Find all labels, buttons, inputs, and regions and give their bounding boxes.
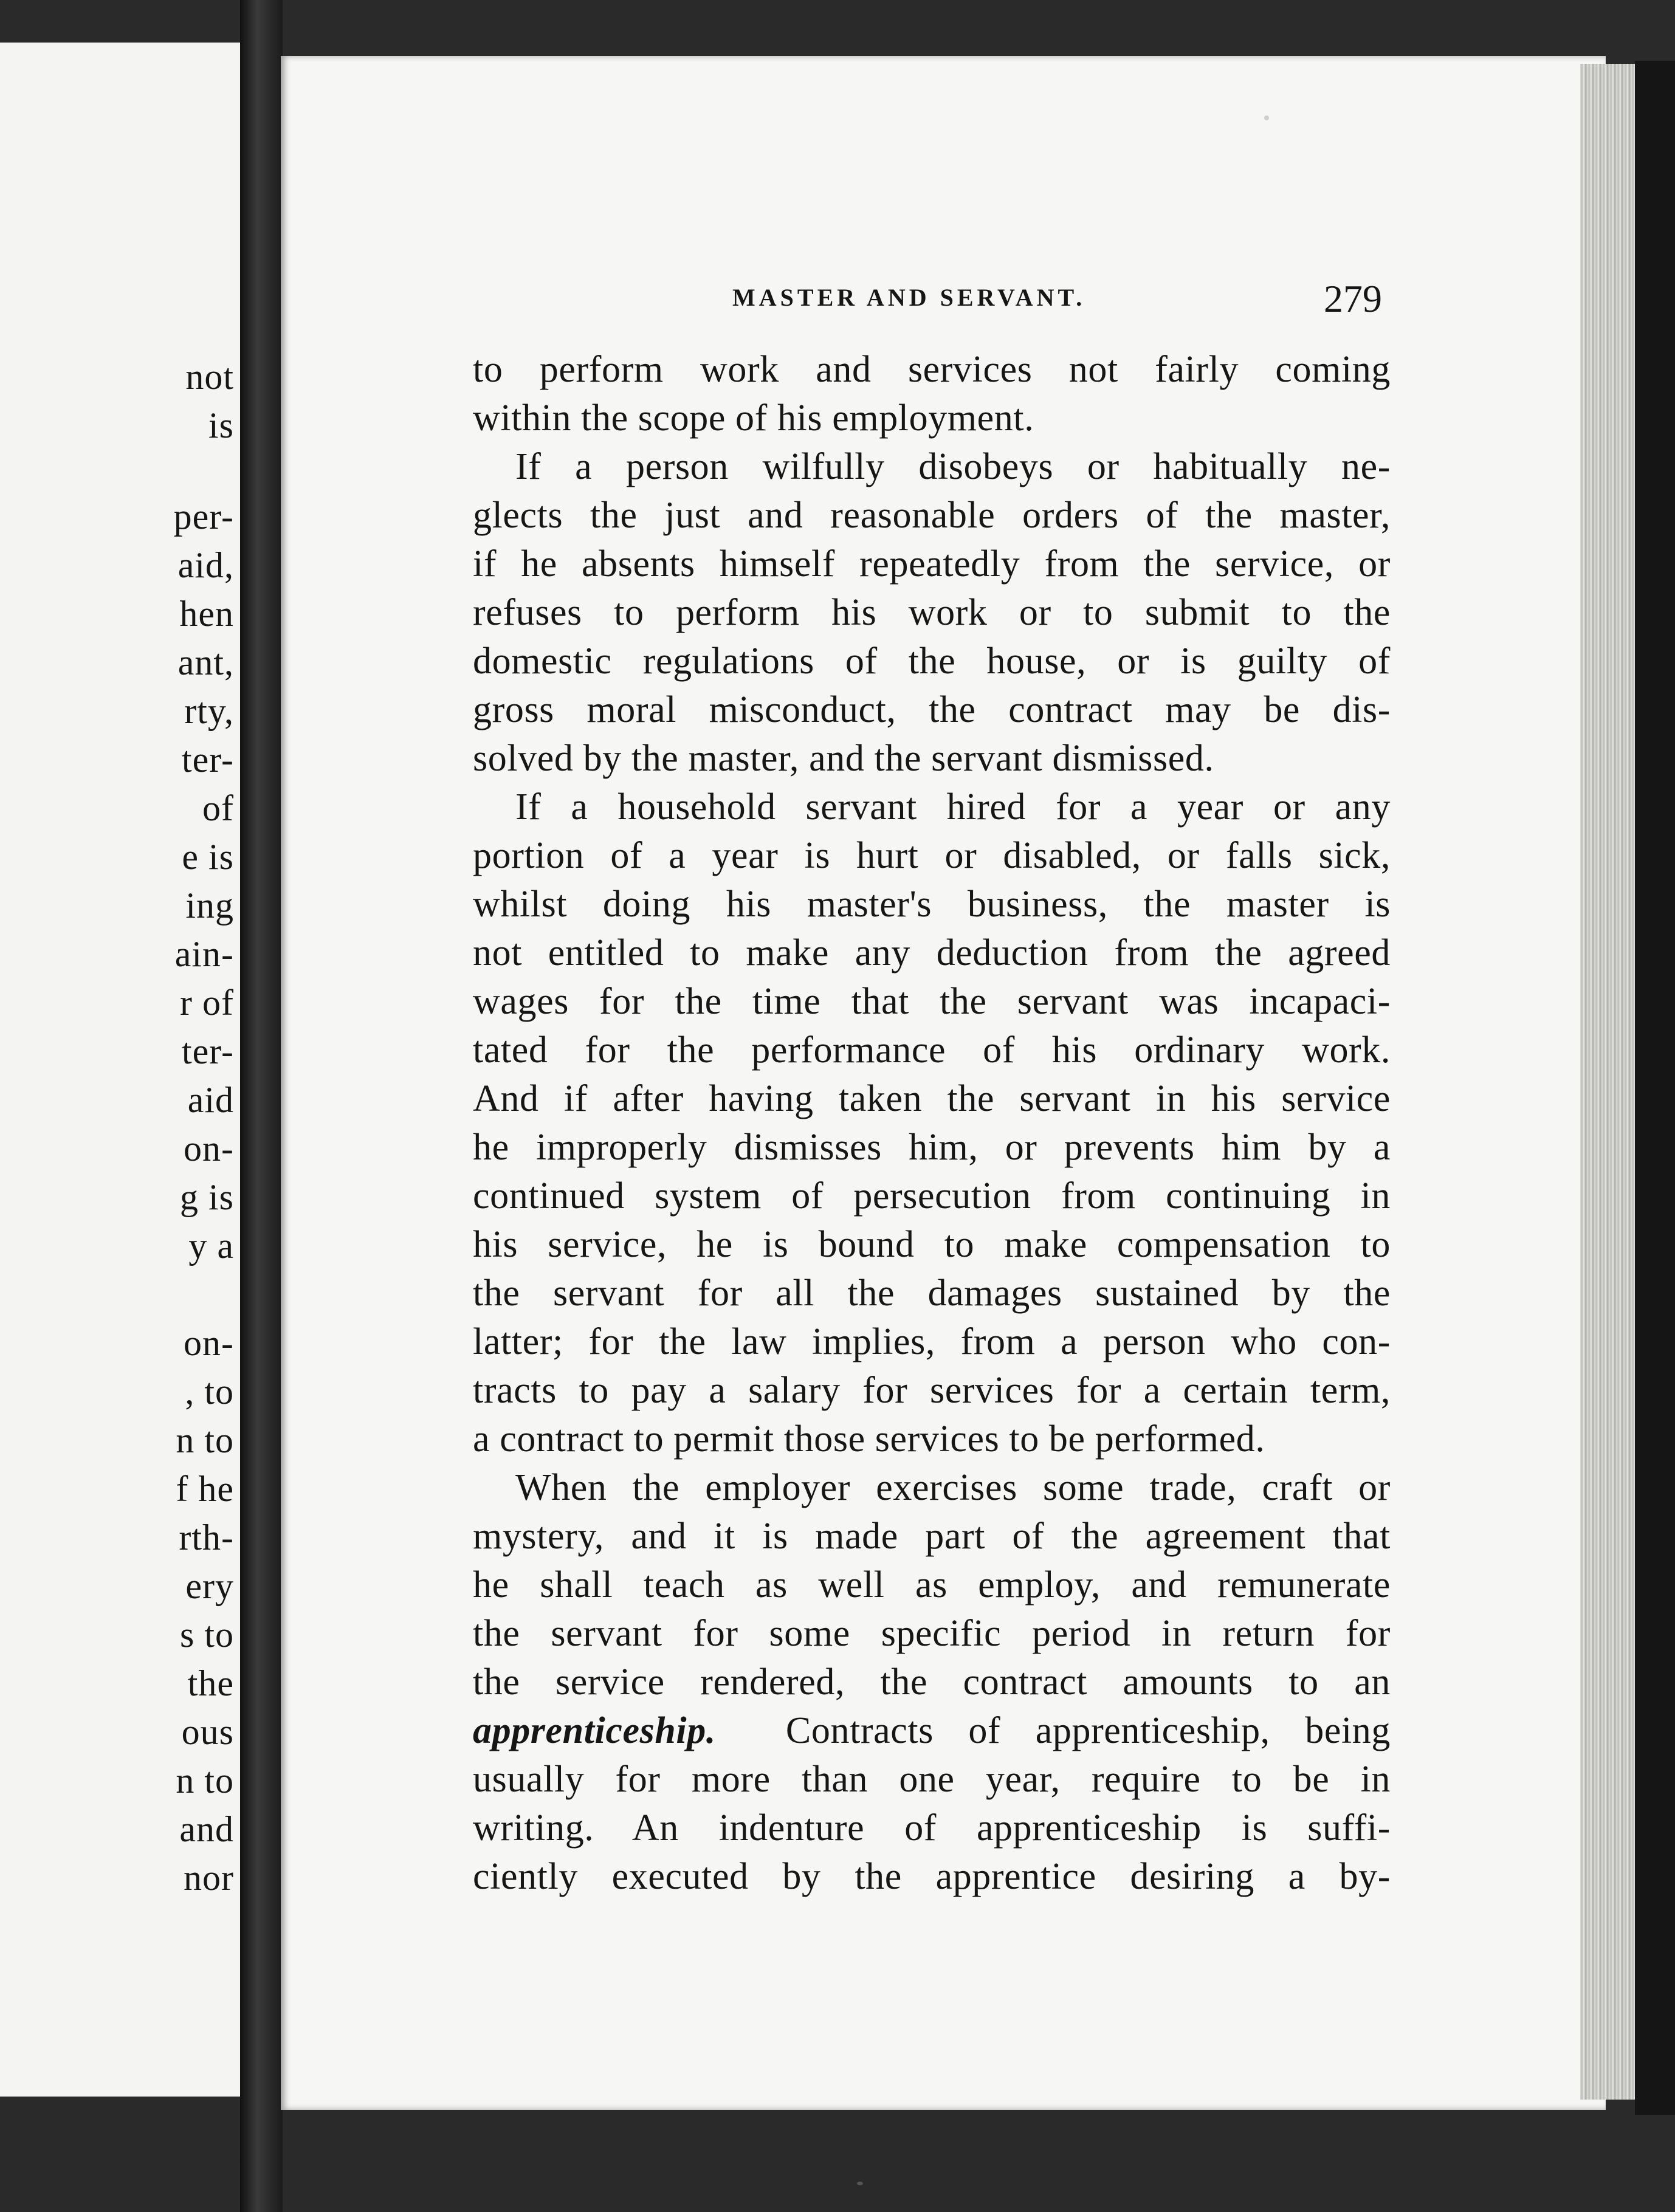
italic-term: apprenticeship. (473, 1710, 716, 1751)
left-page-fragment (0, 43, 245, 2097)
text-line: mystery, and it is made part of the agreement that (473, 1516, 1391, 1557)
text-line: solved by the master, and the servant dismissed. (473, 738, 1214, 779)
text-line: And if after having taken the servant in his service (473, 1078, 1391, 1119)
left-line: nor (184, 1858, 234, 1898)
text-line: not entitled to make any deduction from the agreed (473, 932, 1391, 974)
left-line: of (202, 788, 234, 828)
left-line: ant, (177, 642, 234, 682)
text-line: When the employer exercises some trade, craft or (515, 1467, 1391, 1508)
left-line: the (187, 1663, 234, 1703)
left-line: ter- (181, 1031, 234, 1071)
left-line: rth- (179, 1517, 234, 1558)
text-line: continued system of persecution from continuing in (473, 1175, 1391, 1217)
text-line: If a person wilfully disobeys or habitually ne- (515, 446, 1391, 487)
text-line-rest: Contracts of apprenticeship, being (785, 1710, 1391, 1751)
text-line: he shall teach as well as employ, and remunerate (473, 1564, 1391, 1606)
left-line: g is (179, 1177, 234, 1217)
book-gutter (240, 0, 283, 2212)
left-line: n to (176, 1760, 234, 1801)
left-line: n to (176, 1420, 234, 1460)
text-line: gross moral misconduct, the contract may be dis- (473, 689, 1391, 730)
text-line: he improperly dismisses him, or prevents him by a (473, 1127, 1391, 1168)
scan-speck (1264, 115, 1269, 120)
left-line: r of (180, 983, 234, 1023)
left-line: aid, (177, 545, 234, 585)
text-line: refuses to perform his work or to submit to the (473, 592, 1391, 633)
page-edges (1580, 64, 1635, 2100)
text-line: the servant for some specific period in return for (473, 1613, 1391, 1654)
text-line: tracts to pay a salary for services for a certain term, (473, 1370, 1391, 1411)
left-line: and (179, 1809, 234, 1849)
left-line: on- (184, 1323, 234, 1363)
text-line: if he absents himself repeatedly from the service, or (473, 543, 1391, 585)
left-line: e is (182, 837, 234, 877)
text-line: If a household servant hired for a year or any (515, 786, 1391, 828)
left-line: per- (173, 496, 234, 537)
text-line: writing. An indenture of apprenticeship is suffi- (473, 1807, 1391, 1849)
left-line: ous (181, 1712, 234, 1752)
text-line: his service, he is bound to make compensation to (473, 1224, 1391, 1265)
left-line: on- (184, 1128, 234, 1169)
left-line: ing (185, 885, 234, 926)
left-line: not (185, 357, 234, 397)
left-line: ter- (181, 740, 234, 780)
text-line: whilst doing his master's business, the master is (473, 884, 1391, 925)
text-line: within the scope of his employment. (473, 397, 1034, 439)
text-line: the service rendered, the contract amounts to an (473, 1661, 1391, 1703)
left-line: hen (179, 594, 234, 634)
text-line: usually for more than one year, require to be in (473, 1759, 1391, 1800)
text-line: glects the just and reasonable orders of the master, (473, 495, 1391, 536)
scan-speck (857, 2182, 863, 2185)
page-number: 279 (1324, 277, 1382, 320)
left-line: , to (185, 1372, 234, 1412)
text-line-with-italic (473, 1706, 1391, 1755)
text-line: wages for the time that the servant was incapaci- (473, 981, 1391, 1022)
left-line: ery (185, 1566, 234, 1606)
text-line: tated for the performance of his ordinary work. (473, 1029, 1391, 1071)
left-line: f he (176, 1469, 234, 1509)
text-line: a contract to permit those services to be performed. (473, 1418, 1265, 1460)
text-line: portion of a year is hurt or disabled, or falls sick, (473, 835, 1391, 876)
text-line: the servant for all the damages sustained by the (473, 1273, 1391, 1314)
body-text (473, 345, 1391, 1901)
page-edge-shadow (1635, 61, 1675, 2115)
text-line: to perform work and services not fairly coming (473, 349, 1391, 390)
left-line: aid (187, 1080, 234, 1120)
left-line: s to (179, 1615, 234, 1655)
text-line: domestic regulations of the house, or is guilty of (473, 641, 1391, 682)
running-head: MASTER AND SERVANT. (732, 284, 1086, 311)
left-line: is (208, 405, 234, 445)
text-line: ciently executed by the apprentice desiring a by- (473, 1856, 1391, 1897)
left-line: y a (188, 1226, 234, 1266)
left-line: ain- (174, 934, 234, 974)
left-line: rty, (184, 691, 234, 731)
text-line: latter; for the law implies, from a person who con- (473, 1321, 1391, 1362)
